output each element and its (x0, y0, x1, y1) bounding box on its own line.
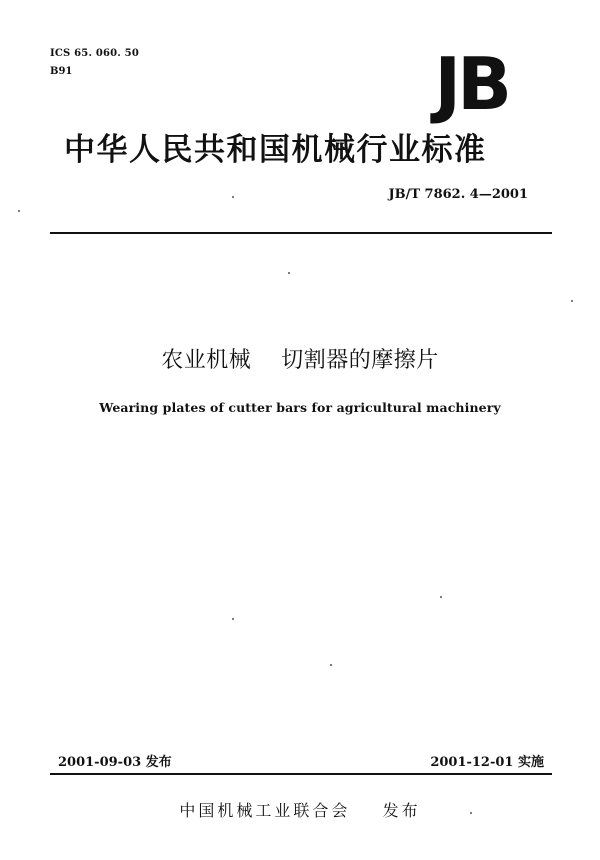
issue-date: 2001-09-03 发布 (58, 755, 172, 770)
scan-speck (18, 210, 20, 212)
standard-number: JB/T 7862. 4—2001 (388, 187, 528, 202)
top-divider (50, 232, 552, 234)
publisher-line: 中国机械工业联合会 发布 (179, 801, 421, 820)
scan-speck (470, 812, 472, 814)
scan-speck (440, 596, 442, 598)
bottom-divider (50, 773, 552, 775)
scan-speck (330, 664, 332, 666)
scan-speck (232, 618, 234, 620)
document-title-english: Wearing plates of cutter bars for agricultural machinery (99, 400, 501, 415)
document-title-chinese: 农业机械 切割器的摩擦片 (161, 348, 439, 373)
implementation-date: 2001-12-01 实施 (430, 755, 544, 770)
scan-speck (288, 272, 290, 274)
scan-speck (232, 196, 234, 198)
jb-logo: JB (434, 42, 508, 126)
scan-speck (571, 300, 573, 302)
ccs-code: B91 (50, 66, 73, 77)
ics-code: ICS 65. 060. 50 (50, 48, 139, 59)
standard-category-title: 中华人民共和国机械行业标准 (64, 132, 487, 168)
